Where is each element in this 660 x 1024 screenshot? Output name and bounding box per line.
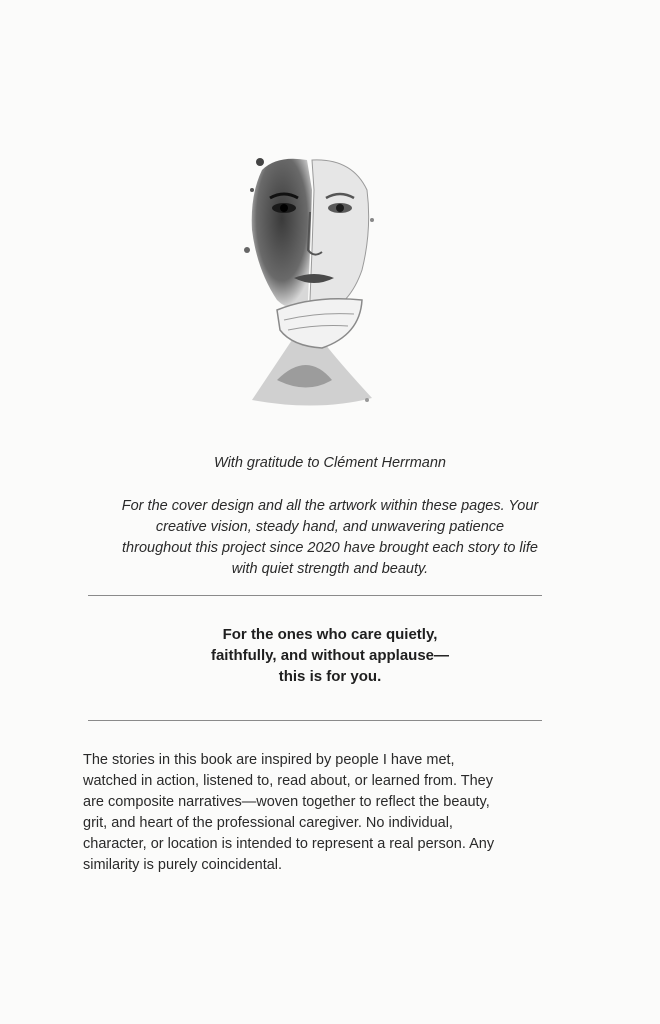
acknowledgement-line: creative vision, steady hand, and unwavering patience <box>155 519 505 535</box>
disclaimer-line: grit, and heart of the professional caregiver. No individual, <box>83 815 453 831</box>
disclaimer-line: watched in action, listened to, read about, or learned from. They <box>83 773 494 789</box>
dedication-line: faithfully, and without applause— <box>210 647 450 664</box>
divider-top <box>88 595 542 596</box>
dedication-line: this is for you. <box>278 668 382 685</box>
disclaimer-paragraph <box>83 750 593 876</box>
acknowledgement-line: with quiet strength and beauty. <box>231 561 429 577</box>
gratitude-line: With gratitude to Clément Herrmann <box>214 455 446 471</box>
disclaimer-line: The stories in this book are inspired by people I have met, <box>83 752 455 768</box>
portrait-artwork <box>222 150 392 420</box>
disclaimer-line: similarity is purely coincidental. <box>83 857 283 873</box>
disclaimer-line: character, or location is intended to represent a real person. Any <box>83 836 495 852</box>
disclaimer-line: are composite narratives—woven together to reflect the beauty, <box>83 794 490 810</box>
divider-bottom <box>88 720 542 721</box>
acknowledgement-line: For the cover design and all the artwork within these pages. Your <box>121 498 539 514</box>
artwork-acknowledgement <box>70 496 590 580</box>
dedication-line: For the ones who care quietly, <box>222 626 438 643</box>
acknowledgement-line: throughout this project since 2020 have brought each story to life <box>122 540 538 556</box>
dedication <box>0 624 660 687</box>
